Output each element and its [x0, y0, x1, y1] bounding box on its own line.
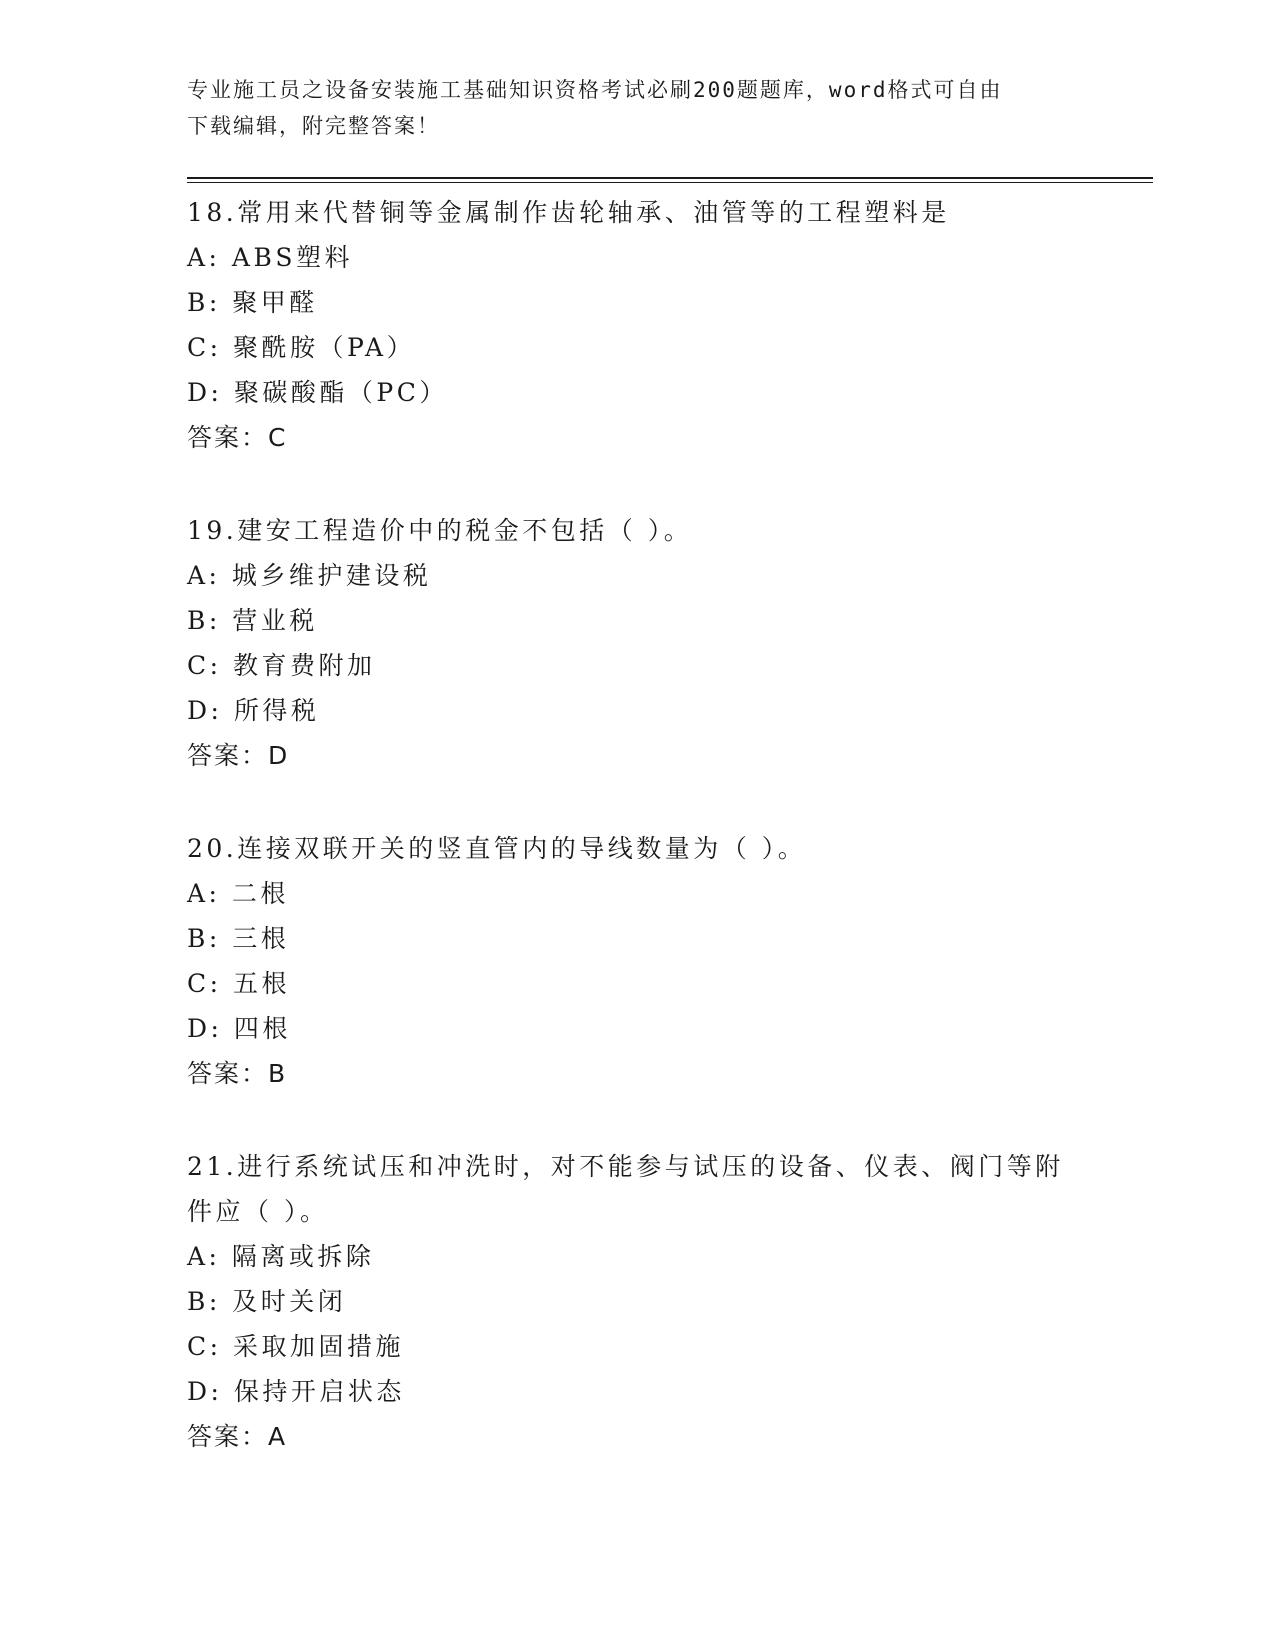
- option-d: D: 保持开启状态: [187, 1377, 405, 1406]
- header-divider-thin: [187, 182, 1153, 183]
- header-line-2: 下载编辑，附完整答案！: [187, 114, 440, 138]
- header-line-1: 专业施工员之设备安装施工基础知识资格考试必刷200题题库，word格式可自由: [187, 78, 1003, 102]
- option-c: C: 聚酰胺（PA）: [187, 333, 416, 362]
- option-b: B: 聚甲醛: [187, 288, 318, 317]
- option-d: D: 四根: [187, 1014, 291, 1043]
- question-18: [187, 190, 1087, 461]
- question-21: [187, 1144, 1087, 1460]
- question-text: 20.连接双联开关的竖直管内的导线数量为（ ）。: [187, 834, 807, 863]
- option-d: D: 所得税: [187, 696, 320, 725]
- option-a: A: 城乡维护建设税: [187, 561, 432, 590]
- question-text: 19.建安工程造价中的税金不包括（ ）。: [187, 516, 693, 545]
- answer-line: 答案：B: [187, 1059, 288, 1088]
- question-text: 21.进行系统试压和冲洗时，对不能参与试压的设备、仪表、阀门等附件应（ ）。: [187, 1152, 1064, 1226]
- option-c: C: 五根: [187, 969, 290, 998]
- option-d: D: 聚碳酸酯（PC）: [187, 378, 448, 407]
- header-divider-thick: [187, 177, 1153, 179]
- option-c: C: 教育费附加: [187, 651, 376, 680]
- option-a: A: 隔离或拆除: [187, 1242, 375, 1271]
- option-c: C: 采取加固措施: [187, 1332, 404, 1361]
- option-a: A: ABS塑料: [187, 243, 353, 272]
- question-text: 18.常用来代替铜等金属制作齿轮轴承、油管等的工程塑料是: [187, 198, 950, 227]
- option-a: A: 二根: [187, 879, 289, 908]
- question-20: [187, 826, 1087, 1097]
- option-b: B: 营业税: [187, 606, 318, 635]
- option-b: B: 及时关闭: [187, 1287, 347, 1316]
- question-19: [187, 508, 1087, 779]
- answer-line: 答案：D: [187, 741, 290, 770]
- document-header: [187, 72, 1087, 144]
- answer-line: 答案：C: [187, 423, 288, 452]
- question-list: [187, 190, 1087, 1507]
- option-b: B: 三根: [187, 924, 290, 953]
- answer-line: 答案：A: [187, 1422, 288, 1451]
